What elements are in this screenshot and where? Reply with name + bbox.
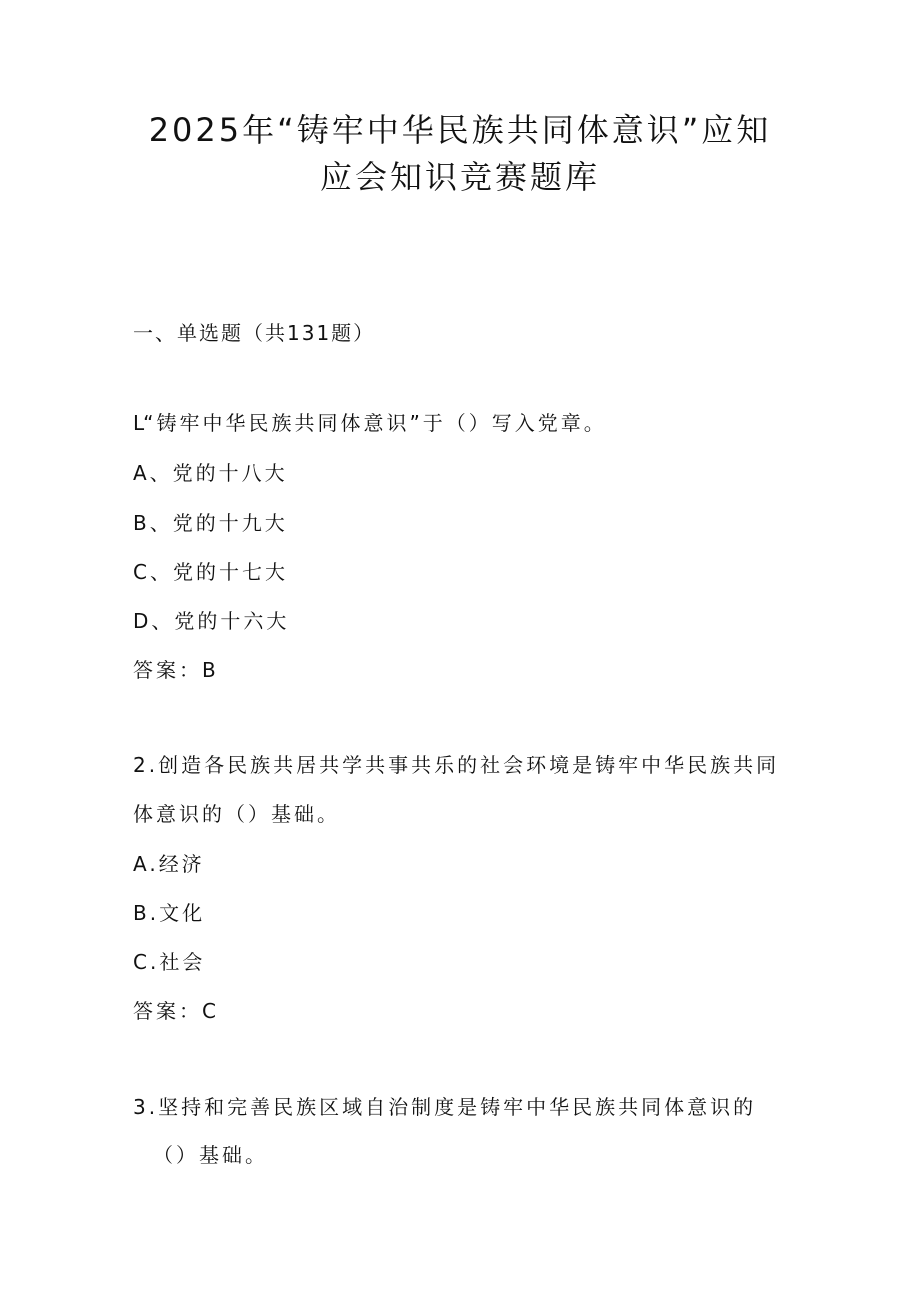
question-2-stem-line-2: 体意识的（）基础。 bbox=[133, 802, 340, 826]
question-1-option-c: C、党的十七大 bbox=[133, 560, 288, 584]
document-title-line-2: 应会知识竞赛题库 bbox=[319, 158, 600, 196]
question-1-stem: L“铸牢中华民族共同体意识”于（）写入党章。 bbox=[133, 411, 607, 435]
question-1-option-a: A、党的十八大 bbox=[133, 461, 288, 485]
document-title-line-1: 2025年“铸牢中华民族共同体意识”应知 bbox=[148, 111, 772, 149]
question-1-answer: 答案：B bbox=[133, 658, 219, 682]
question-3-stem-line-1: 3.坚持和完善民族区域自治制度是铸牢中华民族共同体意识的 bbox=[133, 1095, 757, 1119]
question-1-option-d: D、党的十六大 bbox=[133, 609, 290, 633]
section-heading: 一、单选题（共131题） bbox=[133, 321, 376, 345]
question-2-option-a: A.经济 bbox=[133, 852, 205, 876]
question-2-answer: 答案：C bbox=[133, 999, 219, 1023]
question-2-option-b: B.文化 bbox=[133, 901, 206, 925]
question-2-stem-line-1: 2.创造各民族共居共学共事共乐的社会环境是铸牢中华民族共同 bbox=[133, 753, 780, 777]
question-3-stem-line-2: （）基础。 bbox=[153, 1143, 268, 1167]
question-2-option-c: C.社会 bbox=[133, 950, 206, 974]
question-1-option-b: B、党的十九大 bbox=[133, 511, 288, 535]
